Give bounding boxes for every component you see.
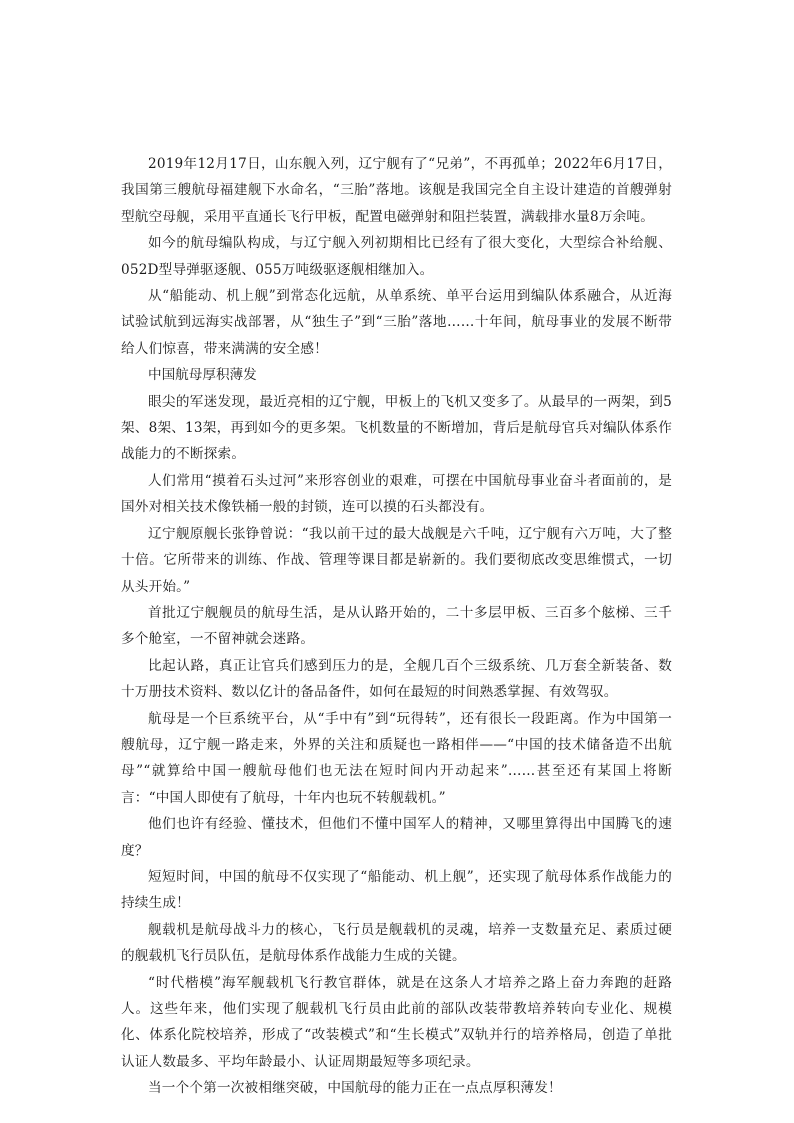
paragraph-technology-blockade: 人们常用“摸着石头过河”来形容创业的艰难，可摆在中国航母事业奋斗者面前的，是国外对相关技术像铁桶一般的封锁，连可以摸的石头都没有。	[121, 472, 672, 516]
paragraph-system-pressure: 比起认路，真正让官兵们感到压力的是，全舰几百个三级系统、几万套全新装备、数十万册技术资料、数以亿计的备品备件，如何在最短的时间熟悉掌握、有效驾驭。	[121, 657, 672, 701]
paragraph-learning-routes: 首批辽宁舰舰员的航母生活，是从认路开始的，二十多层甲板、三百多个舷梯、三千多个舱室，一不留神就会迷路。	[121, 604, 672, 648]
section-heading: 中国航母厚积薄发	[148, 367, 257, 384]
paragraph-doubts: 航母是一个巨系统平台，从“手中有”到“玩得转”，还有很长一段距离。作为中国第一艘航母，辽宁舰一路走来，外界的关注和质疑也一路相伴——“中国的技术储备造不出航母”“就算给中国一艘航母他们也无法在短时间内开动起来”……甚至还有某国上将断言：“中国人即使有了航母，十年内也玩不转舰载机。”	[121, 710, 672, 806]
paragraph-conclusion: 当一个个第一次被相继突破，中国航母的能力正在一点点厚积薄发！	[148, 1080, 562, 1097]
article-body	[121, 151, 672, 1102]
paragraph-captain-quote: 辽宁舰原舰长张铮曾说：“我以前干过的最大战舰是六千吨，辽宁舰有六万吨，大了整十倍。它所带来的训练、作战、管理等课目都是崭新的。我们要彻底改变思维惯式，一切从头开始。”	[121, 525, 672, 595]
paragraph-capability: 短短时间，中国的航母不仅实现了“船能动、机上舰”，还实现了航母体系作战能力的持续生成！	[121, 868, 672, 912]
paragraph-fleet-composition: 如今的航母编队构成，与辽宁舰入列初期相比已经有了很大变化，大型综合补给舰、052D型导弹驱逐舰、055万吨级驱逐舰相继加入。	[121, 235, 672, 278]
paragraph-fujian-launch: 2019年12月17日，山东舰入列，辽宁舰有了“兄弟”，不再孤单；2022年6月17日，我国第三艘航母福建舰下水命名，“三胎”落地。该舰是我国完全自主设计建造的首艘弹射型航空母舰，采用平直通长飞行甲板，配置电磁弹射和阻拦装置，满载排水量8万余吨。	[121, 156, 672, 225]
paragraph-pilots-core: 舰载机是航母战斗力的核心，飞行员是舰载机的灵魂，培养一支数量充足、素质过硬的舰载机飞行员队伍，是航母体系作战能力生成的关键。	[121, 921, 672, 965]
paragraph-spirit: 他们也许有经验、懂技术，但他们不懂中国军人的精神，又哪里算得出中国腾飞的速度？	[121, 816, 672, 859]
paragraph-aircraft-count: 眼尖的军迷发现，最近亮相的辽宁舰，甲板上的飞机又变多了。从最早的一两架，到5架、8架、13架，再到如今的更多架。飞机数量的不断增加，背后是航母官兵对编队体系作战能力的不断探索。	[121, 393, 672, 463]
paragraph-instructors: “时代楷模”海军舰载机飞行教官群体，就是在这条人才培养之路上奋力奔跑的赶路人。这些年来，他们实现了舰载机飞行员由此前的部队改装带教培养转向专业化、规模化、体系化院校培养，形成了“改装模式”和“生长模式”双轨并行的培养格局，创造了单批认证人数最多、平均年龄最小、认证周期最短等多项纪录。	[121, 974, 672, 1070]
paragraph-decade-progress: 从“船能动、机上舰”到常态化远航，从单系统、单平台运用到编队体系融合，从近海试验试航到远海实战部署，从“独生子”到“三胎”落地……十年间，航母事业的发展不断带给人们惊喜，带来满满的安全感！	[121, 288, 672, 357]
